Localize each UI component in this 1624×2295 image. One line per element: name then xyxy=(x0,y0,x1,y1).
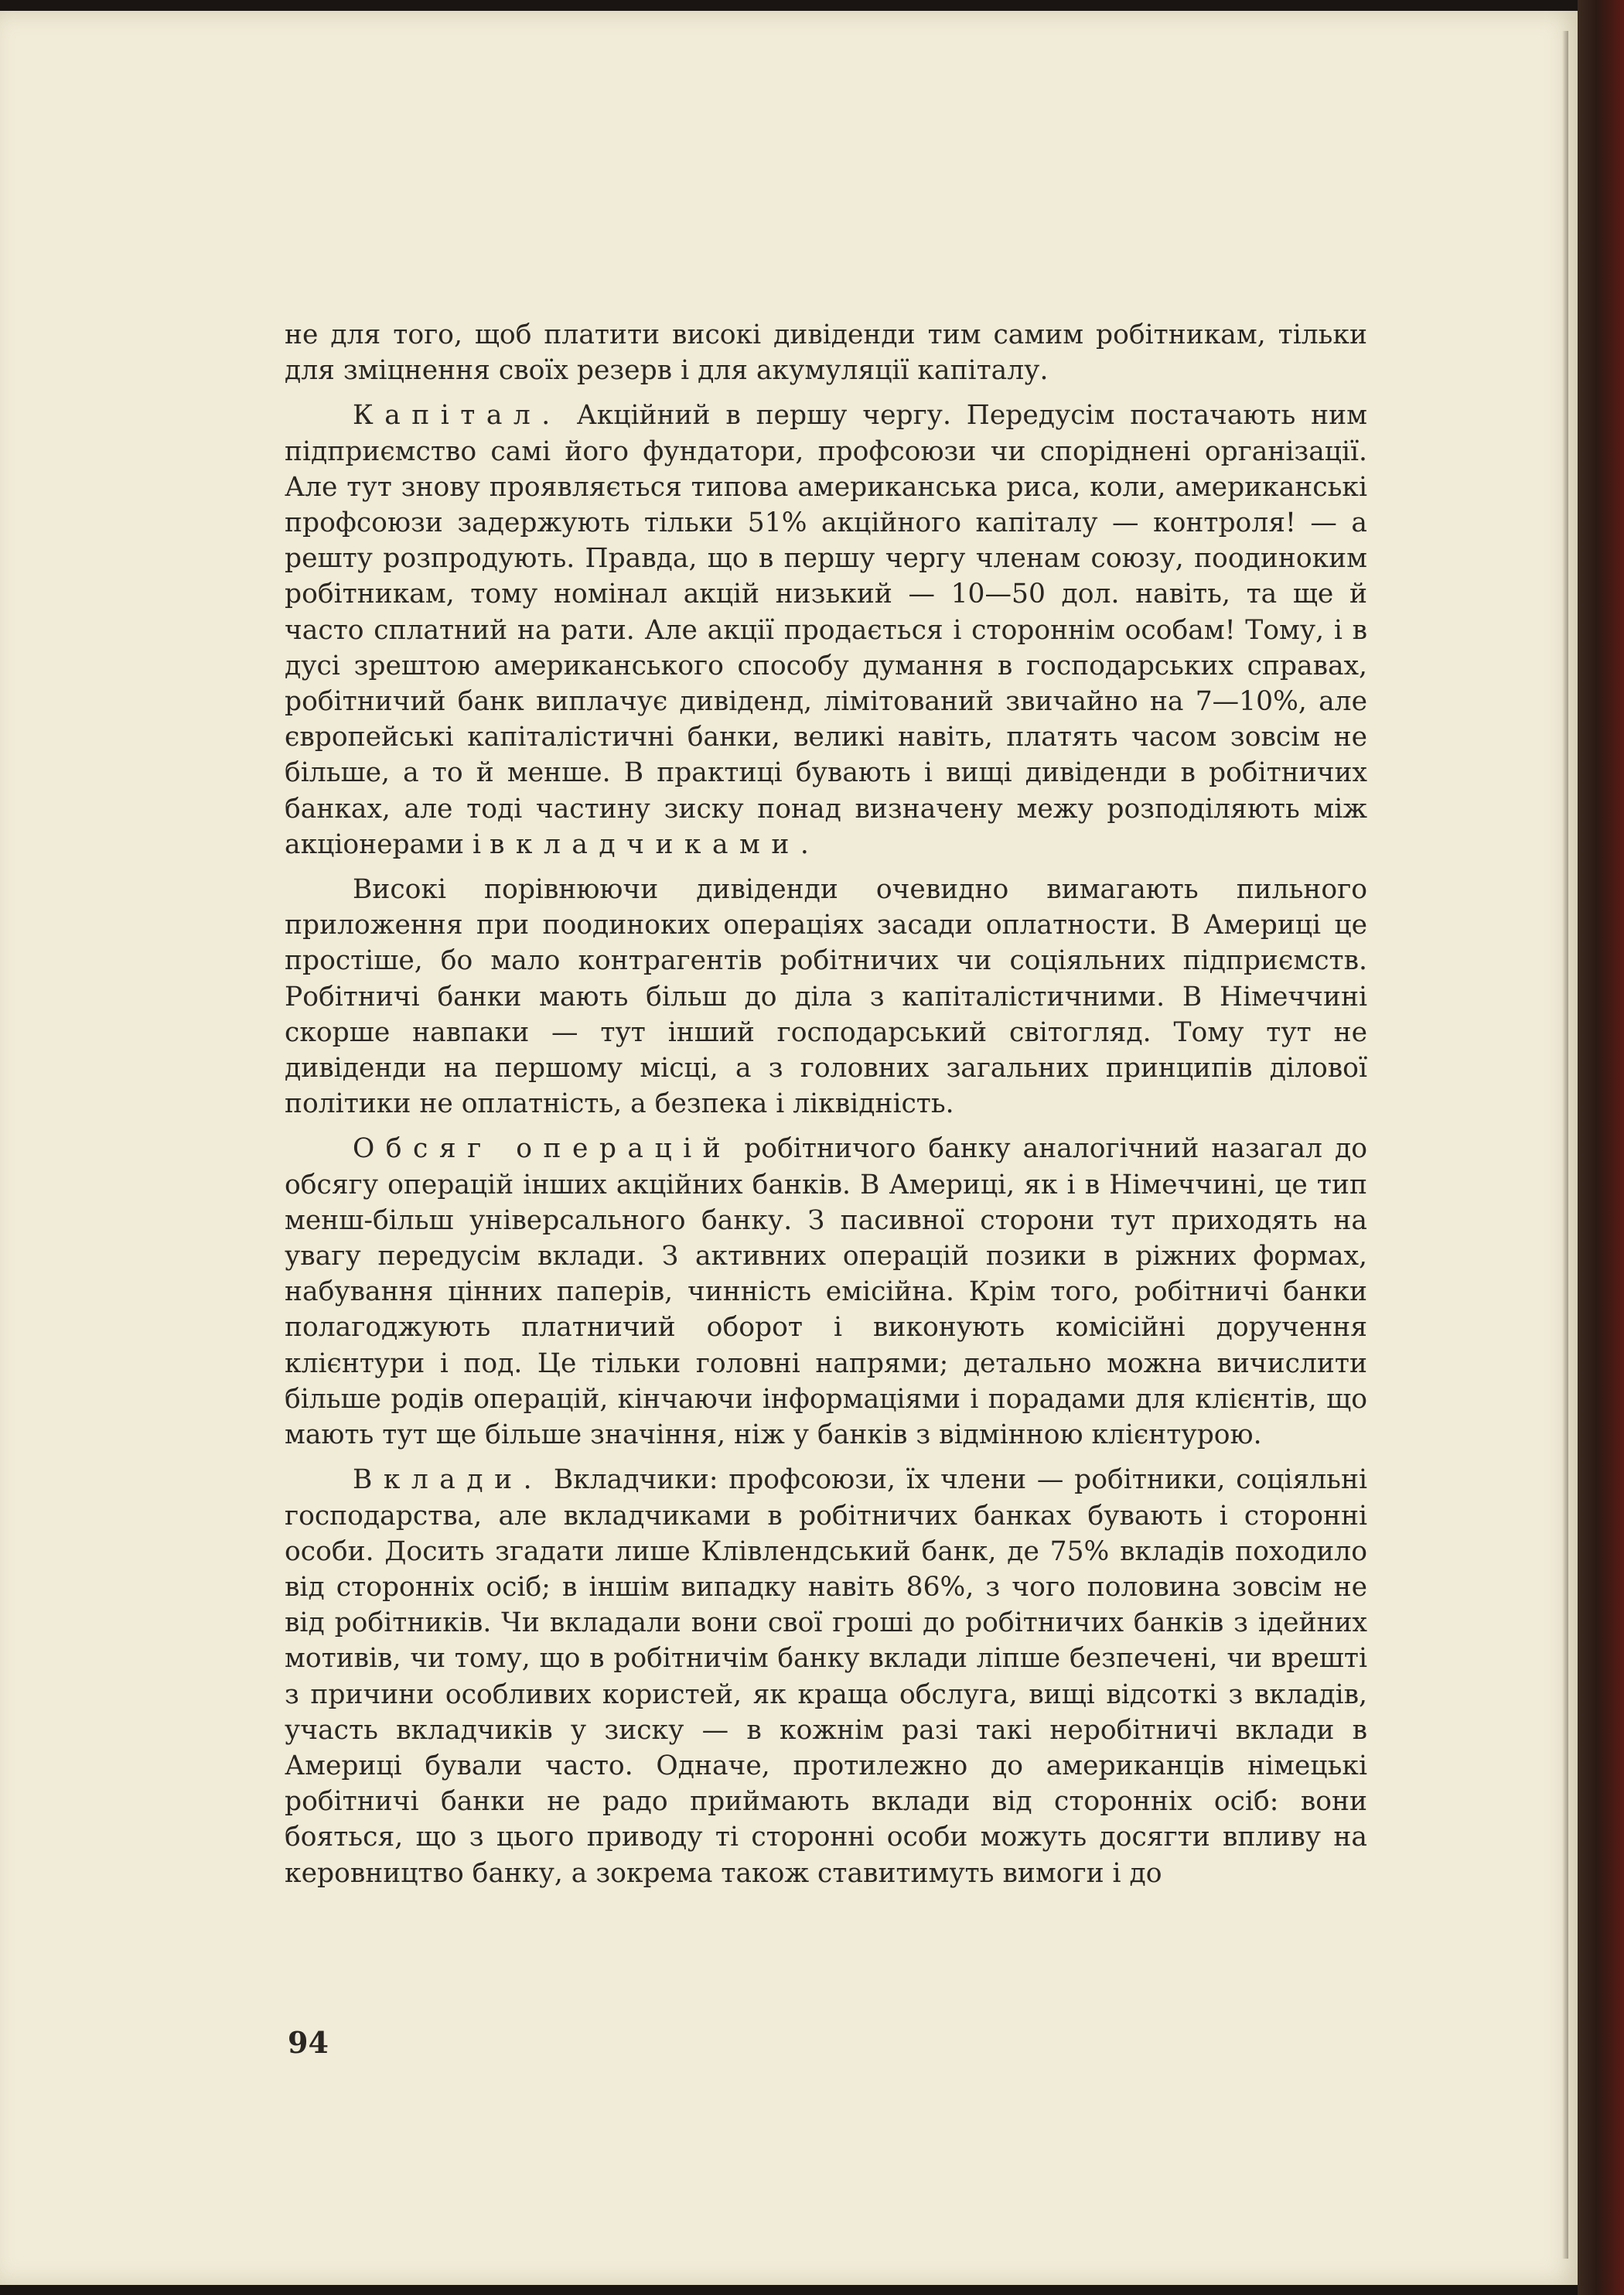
section-lead-operations: Обсяг операцій xyxy=(353,1133,732,1165)
section-lead-capital: Капітал. xyxy=(353,400,561,432)
paragraph-operations xyxy=(285,1131,1367,1453)
paragraph-deposits xyxy=(285,1462,1367,1890)
paragraph-dividends xyxy=(285,872,1367,1122)
paragraph-dividends-text: Високі порівнюючи дивіденди очевидно вимагають пильного приложення при поодиноких операціях засади оплатности. В Америці це простіше, бо мало контрагентів робітничих чи соціяльних підприємств. Робітничі банки мають більш до діла з капіталістичними. В Німеччині скорше навпаки — тут інший господарський світогляд. Тому тут не дивіденди на першому місці, а з головних загальних принципів ділової політики не оплатність, а безпека і ліквідність. xyxy=(285,874,1367,1120)
page-edge-shadow xyxy=(1562,31,1568,2259)
paragraph-1 xyxy=(285,317,1367,388)
body-text xyxy=(285,317,1367,1901)
paragraph-capital xyxy=(285,398,1367,862)
book-binding-edge xyxy=(1578,0,1624,2295)
page-number: 94 xyxy=(288,2025,329,2060)
paragraph-capital-tail: вкладчиками. xyxy=(489,828,821,860)
paragraph-capital-text: Акційний в першу чергу. Передусім постачають ним підприємство самі його фундатори, профсоюзи чи споріднені організації. Але тут знову проявляється типова американська риса, коли, американські профсоюзи задержують тільки 51% акційного капіталу — контроля! — а решту розпродують. Правда, що в першу чергу членам союзу, поодиноким робітникам, тому номінал акцій низький — 10—50 дол. навіть, та ще й часто сплатний на рати. Але акції продається і стороннім особам! Тому, і в дусі зрештою американського способу думання в господарських справах, робітничий банк виплачує дивіденд, лімітований звичайно на 7—10%, але європейські капіталістичні банки, великі навіть, платять часом зовсім не більше, а то й менше. В практиці бувають і вищі дивіденди в робітничих банках, але тоді частину зиску понад визначену межу розподіляють між акціонерами і xyxy=(285,400,1367,860)
paragraph-1-text: не для того, щоб платити високі дивіденди тим самим робітникам, тільки для зміцнення своїх резерв і для акумуляції капіталу. xyxy=(285,319,1367,387)
paragraph-deposits-text: Вкладчики: профсоюзи, їх члени — робітники, соціяльні господарства, але вкладчиками в робітничих банках бувають і сторонні особи. Досить згадати лише Клівлендський банк, де 75% вкладів походило від сторонніх осіб; в іншім випадку навіть 86%, з чого половина зовсім не від робітників. Чи вкладали вони свої гроші до робітничих банків з ідейних мотивів, чи тому, що в робітничім банку вклади ліпше безпечені, чи врешті з причини особливих користей, як краща обслуга, вищі відсоткі з вкладів, участь вкладчиків у зиску — в кожнім разі такі неробітничі вклади в Америці бували часто. Одначе, протилежно до американців німецькі робітничі банки не радо приймають вклади від сторонніх осіб: вони бояться, що з цього приводу ті сторонні особи можуть досягти впливу на керовництво банку, а зокрема також ставитимуть вимоги і до xyxy=(285,1464,1367,1889)
paragraph-operations-text: робітничого банку аналогічний назагал до обсягу операцій інших акційних банків. В Америці, як і в Німеччині, це тип менш-більш універсального банку. З пасивної сторони тут приходять на увагу передусім вклади. З активних операцій позики в ріжних формах, набування цінних паперів, чинність емісійна. Крім того, робітничі банки полагоджують платничий оборот і виконують комісійні доручення клієнтури і под. Це тільки головні напрями; детально можна вичислити більше родів операцій, кінчаючи інформаціями і порадами для клієнтів, що мають тут ще більше значіння, ніж у банків з відмінною клієнтурою. xyxy=(285,1133,1367,1451)
section-lead-deposits: Вклади. xyxy=(353,1464,544,1496)
